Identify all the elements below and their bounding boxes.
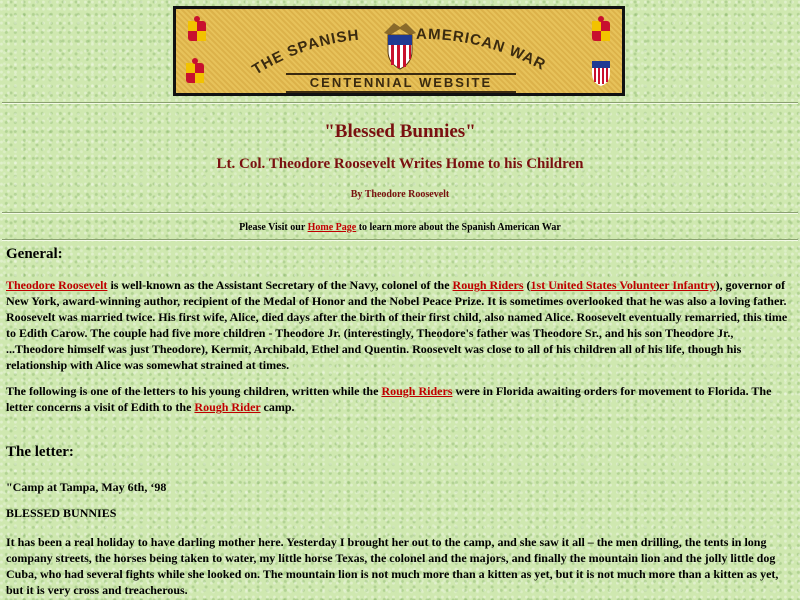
spanish-coat-of-arms-icon (182, 57, 208, 87)
visit-text-before: Please Visit our (239, 222, 308, 233)
letter-salutation: BLESSED BUNNIES (6, 506, 117, 520)
letter-body: It has been a real holiday to have darling mother here. Yesterday I brought her out to the camp, and she saw it all – the men drilling, the tents in long company streets, the horses being taken to water, my little horse Texas, the colonel and the majors, and finally the mountain lion and the jolly little dog Cuba, who had several fights while she looked on. The mountain lion is not much more than a kitten as yet, but it is not much more than a kitten as yet, but it is very cross and treacherous. (6, 535, 779, 597)
paragraph-general-1 (6, 277, 790, 373)
banner-line1: THE SPANISH (249, 26, 361, 77)
rough-riders-link[interactable]: Rough Riders (381, 384, 453, 398)
divider (2, 102, 798, 104)
visit-text-after: to learn more about the Spanish American War (356, 222, 561, 233)
rough-rider-link[interactable]: Rough Rider (194, 400, 261, 414)
paragraph-text: were in Florida awaiting orders for movement to Florida. The letter concerns a visit of Edith to the (6, 384, 772, 414)
rough-riders-link[interactable]: Rough Riders (452, 278, 524, 292)
section-heading-letter: The letter: (6, 444, 74, 460)
paragraph-text: is well-known as the Assistant Secretary of the Navy, colonel of the (107, 278, 453, 292)
theodore-roosevelt-link[interactable]: Theodore Roosevelt (6, 278, 108, 292)
paragraph-general-2 (6, 383, 790, 415)
section-heading-general: General: (6, 246, 63, 262)
spanish-coat-of-arms-icon (588, 15, 614, 45)
site-banner (173, 6, 625, 96)
volunteer-infantry-link[interactable]: 1st United States Volunteer Infantry (530, 278, 716, 292)
letter-dateline: "Camp at Tampa, May 6th, ‘98 (6, 480, 167, 494)
spanish-coat-of-arms-icon (184, 15, 210, 45)
byline: By Theodore Roosevelt (350, 189, 450, 200)
visit-notice (0, 222, 800, 233)
divider (2, 212, 798, 214)
paragraph-text: camp. (260, 400, 295, 414)
page-subtitle: Lt. Col. Theodore Roosevelt Writes Home to his Children (216, 156, 584, 172)
banner-line2: AMERICAN WAR (415, 25, 549, 74)
page-title: "Blessed Bunnies" (324, 121, 476, 142)
banner-line3: CENTENNIAL WEBSITE (286, 73, 516, 93)
paragraph-text: The following is one of the letters to his young children, written while the (6, 384, 382, 398)
paragraph-text: ( (523, 278, 531, 292)
us-shield-crest-icon (588, 57, 614, 87)
us-shield-crest-icon (380, 15, 420, 71)
divider (2, 239, 798, 241)
home-page-link[interactable]: Home Page (307, 222, 357, 233)
paragraph-text: ), governor of New York, award-winning author, recipient of the Medal of Honor and the Nobel Peace Prize. It is sometimes overlooked that he was also a loving father. Roosevelt was married twice. His first wife, Alice, died days after the birth of their first child, also named Alice. Roosevelt eventually remarried, this time to Edith Carow. The couple had five more children - Theodore Jr. (interestingly, Theodore's father was Theodore Sr., and his son Theodore Jr., ...Theodore himself was just Theodore), Kermit, Archibald, Ethel and Quentin. Roosevelt was close to all of his children all of his life, though his relationship with Alice was somewhat strained at times. (6, 278, 788, 372)
